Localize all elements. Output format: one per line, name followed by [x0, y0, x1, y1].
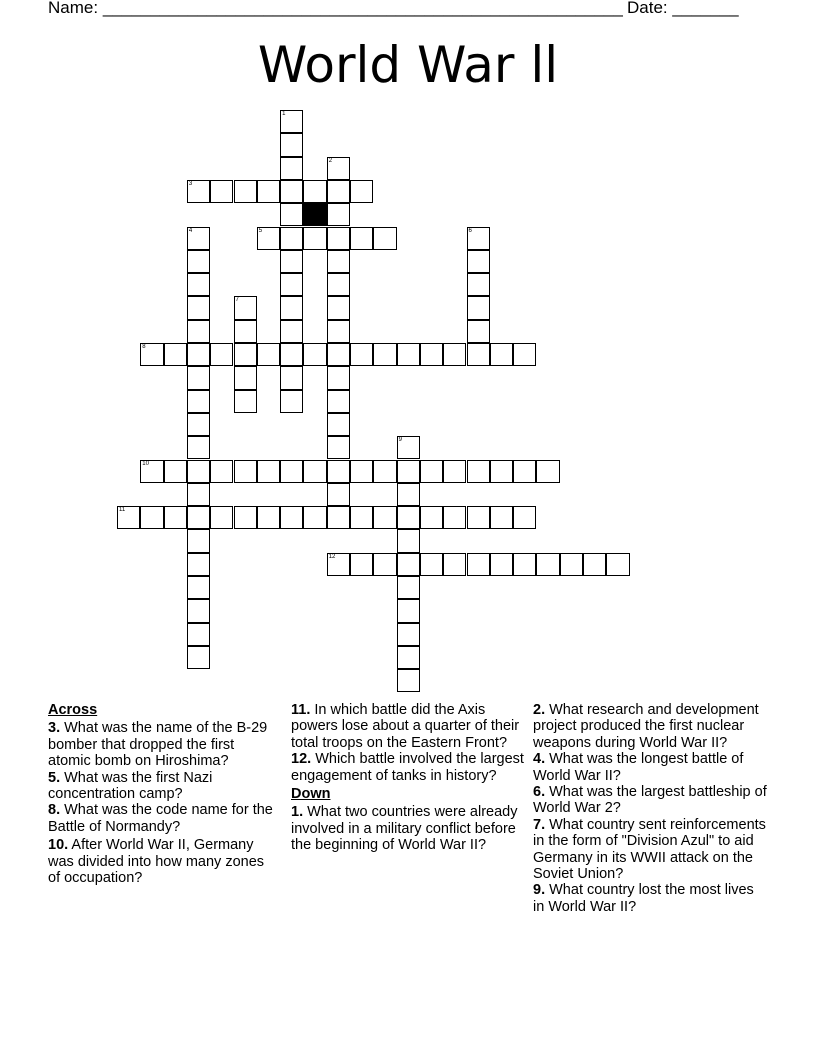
grid-cell[interactable]: [560, 553, 583, 576]
clue-across-10: 10. After World War II, Germany was divided into how many zones of occupation?: [48, 837, 265, 887]
grid-cell[interactable]: [280, 366, 303, 389]
grid-cell[interactable]: [257, 506, 280, 529]
clue-number: 5: [258, 227, 263, 234]
grid-cell[interactable]: [234, 180, 257, 203]
grid-cell[interactable]: [280, 273, 303, 296]
grid-cell[interactable]: [234, 390, 257, 413]
grid-cell[interactable]: [397, 599, 420, 622]
grid-cell[interactable]: [280, 250, 303, 273]
grid-cell[interactable]: [397, 553, 420, 576]
grid-cell[interactable]: [257, 180, 280, 203]
grid-cell[interactable]: [164, 343, 187, 366]
grid-cell[interactable]: [490, 553, 513, 576]
grid-cell[interactable]: [187, 180, 210, 203]
grid-cell[interactable]: [443, 553, 466, 576]
grid-cell[interactable]: [397, 483, 420, 506]
grid-cell[interactable]: [327, 483, 350, 506]
grid-cell[interactable]: [513, 506, 536, 529]
grid-cell[interactable]: [187, 506, 210, 529]
grid-cell[interactable]: [187, 343, 210, 366]
grid-cell[interactable]: [327, 506, 350, 529]
grid-cell[interactable]: [234, 366, 257, 389]
grid-cell[interactable]: [467, 343, 490, 366]
grid-cell[interactable]: [234, 460, 257, 483]
grid-cell[interactable]: [280, 133, 303, 156]
grid-cell[interactable]: [187, 227, 210, 250]
grid-cell[interactable]: [513, 553, 536, 576]
grid-cell[interactable]: [117, 506, 140, 529]
grid-cell[interactable]: [140, 460, 163, 483]
grid-cell[interactable]: [397, 576, 420, 599]
grid-cell[interactable]: [420, 460, 443, 483]
grid-cell[interactable]: [327, 227, 350, 250]
grid-cell[interactable]: [397, 343, 420, 366]
grid-cell[interactable]: [187, 390, 210, 413]
clue-number: 12: [328, 553, 336, 560]
grid-cell[interactable]: [303, 180, 326, 203]
grid-cell[interactable]: [187, 483, 210, 506]
grid-cell[interactable]: [327, 157, 350, 180]
grid-cell[interactable]: [397, 669, 420, 692]
grid-cell[interactable]: [327, 390, 350, 413]
grid-cell[interactable]: [187, 296, 210, 319]
grid-cell[interactable]: [420, 553, 443, 576]
clue-number: 4: [188, 227, 193, 234]
grid-cell[interactable]: [327, 273, 350, 296]
grid-cell[interactable]: [280, 343, 303, 366]
down-heading: Down: [291, 786, 331, 803]
grid-cell[interactable]: [490, 460, 513, 483]
grid-cell[interactable]: [164, 506, 187, 529]
clue-down-1: 1. What two countries were already involved in a military conflict before the beginning of World War II?: [291, 804, 518, 854]
grid-cell[interactable]: [234, 320, 257, 343]
grid-cell[interactable]: [397, 623, 420, 646]
date-label: Date:: [627, 0, 668, 17]
grid-cell[interactable]: [280, 227, 303, 250]
grid-cell[interactable]: [303, 506, 326, 529]
clue-number: 9: [398, 437, 402, 444]
grid-cell[interactable]: [187, 366, 210, 389]
grid-cell[interactable]: [187, 460, 210, 483]
clue-down-9: 9. What country lost the most lives in World War II?: [533, 882, 754, 915]
grid-cell[interactable]: [443, 506, 466, 529]
clue-number: 6: [468, 227, 472, 234]
grid-cell[interactable]: [234, 296, 257, 319]
clue-across-11: 11. In which battle did the Axis powers lose about a quarter of their total troops on the Eastern Front?: [291, 702, 520, 751]
grid-cell[interactable]: [187, 250, 210, 273]
clues-column-2: [291, 702, 526, 854]
clue-across-3: 3. What was the name of the B-29 bomber that dropped the first atomic bomb on Hiroshima?: [48, 720, 268, 770]
grid-cell[interactable]: [350, 506, 373, 529]
clue-number: 11: [119, 507, 126, 514]
grid-cell[interactable]: [327, 553, 350, 576]
grid-cell[interactable]: [490, 506, 513, 529]
grid-cell[interactable]: [327, 203, 350, 226]
grid-cell[interactable]: [187, 646, 210, 669]
clue-number: 7: [235, 297, 239, 304]
grid-cell[interactable]: [280, 390, 303, 413]
grid-cell[interactable]: [327, 436, 350, 459]
grid-cell[interactable]: [536, 460, 559, 483]
clue-across-5: 5. What was the first Nazi concentration camp?: [48, 769, 213, 803]
clue-down-4: 4. What was the longest battle of World War II?: [533, 751, 744, 784]
grid-cell[interactable]: [467, 553, 490, 576]
clue-number: 3: [188, 180, 193, 187]
name-field[interactable]: _______________________________________________________: [102, 0, 623, 17]
clues-column-1: [48, 702, 280, 886]
clue-down-2: 2. What research and development project produced the first nuclear weapons during World War II?: [533, 702, 759, 751]
grid-cell[interactable]: [350, 227, 373, 250]
name-label: Name:: [48, 0, 99, 17]
clue-across-8: 8. What was the code name for the Battle of Normandy?: [48, 802, 273, 835]
grid-cell[interactable]: [373, 506, 396, 529]
across-heading: Across: [48, 702, 98, 718]
grid-cell[interactable]: [467, 506, 490, 529]
grid-cell[interactable]: [187, 273, 210, 296]
grid-cell[interactable]: [467, 273, 490, 296]
grid-cell[interactable]: [513, 460, 536, 483]
grid-cell[interactable]: [280, 506, 303, 529]
grid-cell[interactable]: [187, 576, 210, 599]
grid-cell[interactable]: [257, 227, 280, 250]
clues-column-3: [533, 702, 768, 915]
grid-cell[interactable]: [210, 460, 233, 483]
grid-cell[interactable]: [187, 599, 210, 622]
grid-cell[interactable]: [210, 343, 233, 366]
grid-cell[interactable]: [327, 250, 350, 273]
grid-cell[interactable]: [350, 460, 373, 483]
grid-cell[interactable]: [280, 110, 303, 133]
grid-cell[interactable]: [397, 506, 420, 529]
clue-number: 1: [282, 111, 286, 117]
grid-cell[interactable]: [303, 227, 326, 250]
grid-cell[interactable]: [467, 460, 490, 483]
grid-cell[interactable]: [443, 343, 466, 366]
grid-cell[interactable]: [373, 227, 396, 250]
grid-cell[interactable]: [187, 623, 210, 646]
grid-cell[interactable]: [257, 343, 280, 366]
clue-across-12: 12. Which battle involved the largest engagement of tanks in history?: [291, 751, 524, 784]
clue-down-6: 6. What was the largest battleship of World War 2?: [533, 784, 767, 817]
grid-cell[interactable]: [280, 180, 303, 203]
grid-cell[interactable]: [327, 366, 350, 389]
grid-cell[interactable]: [303, 343, 326, 366]
clue-number: 2: [328, 157, 333, 164]
grid-cell[interactable]: [397, 529, 420, 552]
grid-cell[interactable]: [420, 343, 443, 366]
grid-cell[interactable]: [327, 320, 350, 343]
clue-number: 10: [142, 460, 149, 467]
grid-cell[interactable]: [280, 460, 303, 483]
grid-cell[interactable]: [467, 296, 490, 319]
grid-cell[interactable]: [280, 320, 303, 343]
black-square: [303, 203, 326, 226]
grid-cell[interactable]: [513, 343, 536, 366]
grid-cell[interactable]: [187, 436, 210, 459]
grid-cell[interactable]: [443, 460, 466, 483]
grid-cell[interactable]: [327, 413, 350, 436]
grid-cell[interactable]: [373, 460, 396, 483]
grid-cell[interactable]: [187, 529, 210, 552]
grid-cell[interactable]: [350, 553, 373, 576]
grid-cell[interactable]: [583, 553, 606, 576]
grid-cell[interactable]: [536, 553, 559, 576]
grid-cell[interactable]: [187, 553, 210, 576]
grid-cell[interactable]: [280, 203, 303, 226]
grid-cell[interactable]: [350, 180, 373, 203]
grid-cell[interactable]: [373, 553, 396, 576]
clue-down-7: 7. What country sent reinforcements in the form of "Division Azul" to aid Germany in its WWII attack on the Soviet Union?: [533, 816, 766, 883]
grid-cell[interactable]: [210, 180, 233, 203]
grid-cell[interactable]: [397, 436, 420, 459]
grid-cell[interactable]: [327, 343, 350, 366]
grid-cell[interactable]: [327, 180, 350, 203]
grid-cell[interactable]: [397, 646, 420, 669]
clue-number: 8: [142, 344, 146, 350]
grid-cell[interactable]: [210, 506, 233, 529]
grid-cell[interactable]: [327, 460, 350, 483]
grid-cell[interactable]: [420, 506, 443, 529]
grid-cell[interactable]: [280, 296, 303, 319]
grid-cell[interactable]: [490, 343, 513, 366]
grid-cell[interactable]: [187, 413, 210, 436]
grid-cell[interactable]: [467, 250, 490, 273]
grid-cell[interactable]: [187, 320, 210, 343]
grid-cell[interactable]: [140, 506, 163, 529]
grid-cell[interactable]: [234, 506, 257, 529]
grid-cell[interactable]: [303, 460, 326, 483]
page-title: World War ll: [257, 36, 559, 94]
grid-cell[interactable]: [467, 320, 490, 343]
date-field[interactable]: _______: [672, 0, 739, 17]
grid-cell[interactable]: [164, 460, 187, 483]
grid-cell[interactable]: [280, 157, 303, 180]
grid-cell[interactable]: [606, 553, 629, 576]
grid-cell[interactable]: [327, 296, 350, 319]
grid-cell[interactable]: [373, 343, 396, 366]
grid-cell[interactable]: [397, 460, 420, 483]
grid-cell[interactable]: [350, 343, 373, 366]
grid-cell[interactable]: [234, 343, 257, 366]
grid-cell[interactable]: [140, 343, 163, 366]
grid-cell[interactable]: [467, 227, 490, 250]
grid-cell[interactable]: [257, 460, 280, 483]
